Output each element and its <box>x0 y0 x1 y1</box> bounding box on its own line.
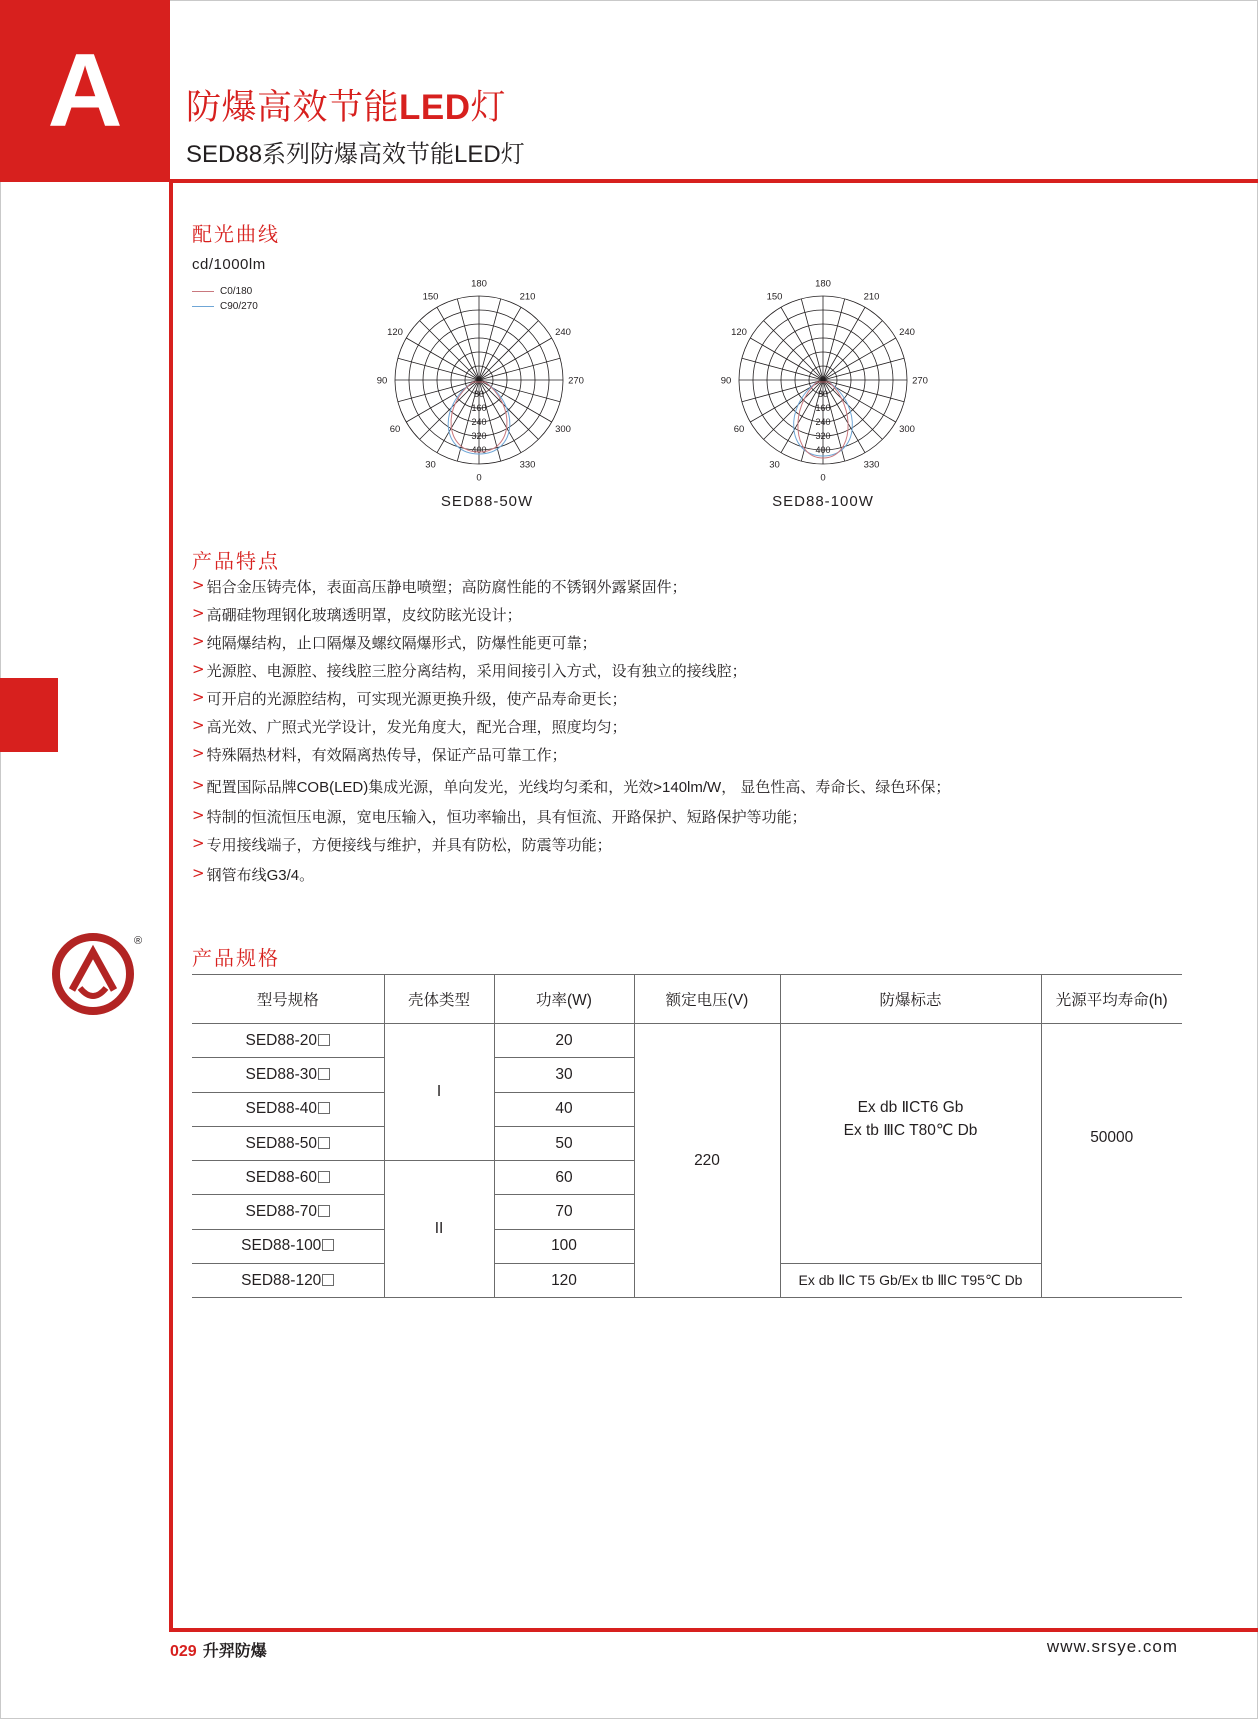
model-cell: SED88-20 <box>192 1024 384 1058</box>
page-title: 防爆高效节能LED灯 <box>186 88 507 127</box>
polar-radial-label: 80 <box>473 389 485 399</box>
polar-angle-label: 30 <box>769 459 780 471</box>
checkbox-mark <box>318 1034 330 1046</box>
polar-grid-spoke <box>437 307 479 380</box>
checkbox-mark <box>318 1137 330 1149</box>
legend-line-c90 <box>192 306 214 307</box>
polar-radial-label: 0 <box>476 375 482 385</box>
housing-cell: I <box>384 1024 494 1161</box>
model-cell: SED88-70 <box>192 1195 384 1229</box>
model-cell: SED88-60 <box>192 1161 384 1195</box>
feature-item: > 钢管布线G3/4。 <box>192 864 315 884</box>
col-header-housing: 壳体类型 <box>384 975 494 1024</box>
specs-heading: 产品规格 <box>192 948 280 970</box>
power-cell: 20 <box>494 1024 634 1058</box>
polar-angle-label: 0 <box>476 472 482 484</box>
legend-c0: C0/180 <box>192 284 258 299</box>
power-cell: 40 <box>494 1092 634 1126</box>
polar-grid-spoke <box>750 338 823 380</box>
power-cell: 60 <box>494 1161 634 1195</box>
polar-grid-spoke <box>420 321 479 380</box>
polar-angle-label: 270 <box>568 375 584 387</box>
checkbox-mark <box>322 1239 334 1251</box>
power-cell: 70 <box>494 1195 634 1229</box>
page-subtitle: SED88系列防爆高效节能LED灯 <box>186 141 525 168</box>
section-letter: A <box>0 0 170 182</box>
polar-radial-label: 400 <box>471 445 487 455</box>
table-row <box>192 1024 1182 1058</box>
polar-caption-50w: SED88-50W <box>440 493 534 510</box>
feature-item: > 光源腔、电源腔、接线腔三腔分离结构，采用间接引入方式，设有独立的接线腔； <box>192 660 747 680</box>
polar-angle-label: 60 <box>389 424 401 435</box>
light-curve-unit: cd/1000lm <box>192 256 266 273</box>
polar-radial-label: 320 <box>815 431 831 441</box>
feature-item: > 特制的恒流恒压电源，宽电压输入，恒功率输出，具有恒流、开路保护、短路保护等功能； <box>192 806 807 826</box>
polar-grid-spoke <box>781 307 823 380</box>
checkbox-mark <box>318 1205 330 1217</box>
polar-angle-label: 0 <box>820 472 826 484</box>
power-cell: 30 <box>494 1058 634 1092</box>
polar-angle-label: 120 <box>387 327 403 338</box>
feature-item: > 可开启的光源腔结构，可实现光源更换升级，使产品寿命更长； <box>192 688 627 708</box>
polar-angle-label: 210 <box>863 291 880 303</box>
col-header-ex-mark: 防爆标志 <box>780 975 1041 1024</box>
col-header-voltage: 额定电压(V) <box>634 975 780 1024</box>
voltage-cell: 220 <box>634 1024 780 1298</box>
polar-grid-spoke <box>764 380 823 439</box>
polar-angle-label: 180 <box>815 278 831 290</box>
polar-angle-label: 240 <box>555 327 571 338</box>
col-header-lifetime: 光源平均寿命(h) <box>1041 975 1182 1024</box>
polar-angle-label: 300 <box>555 424 571 435</box>
polar-angle-label: 90 <box>720 375 732 387</box>
legend-line-c0 <box>192 291 214 292</box>
polar-grid-spoke <box>479 338 552 380</box>
ex-mark-cell: Ex db ⅡCT6 Gb Ex tb ⅢC T80℃ Db <box>780 1024 1041 1264</box>
light-curve-legend <box>192 284 258 314</box>
footer-website: www.srsye.com <box>1046 1637 1178 1656</box>
feature-item: > 配置国际品牌COB(LED)集成光源，单向发光，光线均匀柔和，光效>140lm/W， 显色性高、寿命长、绿色环保； <box>192 776 951 796</box>
polar-angle-label: 330 <box>519 459 536 471</box>
lifetime-cell: 50000 <box>1041 1024 1182 1298</box>
polar-radial-label: 160 <box>471 403 487 413</box>
checkbox-mark <box>318 1068 330 1080</box>
feature-item: > 纯隔爆结构，止口隔爆及螺纹隔爆形式，防爆性能更可靠； <box>192 632 597 652</box>
polar-angle-label: 150 <box>766 291 783 303</box>
polar-grid-spoke <box>823 338 896 380</box>
polar-radial-label: 0 <box>820 375 826 385</box>
polar-radial-label: 160 <box>815 403 831 413</box>
features-list <box>192 576 950 892</box>
col-header-power: 功率(W) <box>494 975 634 1024</box>
power-cell: 100 <box>494 1229 634 1263</box>
polar-grid-spoke <box>479 307 521 380</box>
polar-angle-label: 270 <box>912 375 928 387</box>
feature-item: > 专用接线端子，方便接线与维护，并具有防松，防震等功能； <box>192 834 612 854</box>
footer-rule <box>169 1628 1258 1632</box>
polar-grid-spoke <box>823 321 882 380</box>
model-cell: SED88-100 <box>192 1229 384 1263</box>
model-cell: SED88-50 <box>192 1126 384 1160</box>
feature-item: > 特殊隔热材料，有效隔离热传导，保证产品可靠工作； <box>192 744 567 764</box>
polar-grid-spoke <box>479 321 538 380</box>
polar-chart-100w <box>703 275 943 495</box>
polar-angle-label: 240 <box>899 327 915 338</box>
polar-angle-label: 30 <box>425 459 436 471</box>
polar-angle-label: 60 <box>733 424 745 435</box>
polar-angle-label: 180 <box>471 278 487 290</box>
footer-brand: 029 升羿防爆 <box>170 1643 267 1660</box>
specs-table <box>192 974 1182 1298</box>
polar-angle-label: 210 <box>519 291 536 303</box>
polar-angle-label: 300 <box>899 424 915 435</box>
polar-grid-spoke <box>406 338 479 380</box>
polar-grid-spoke <box>823 380 882 439</box>
light-curve-heading: 配光曲线 <box>192 224 280 246</box>
svg-text:®: ® <box>134 935 143 947</box>
polar-caption-100w: SED88-100W <box>772 493 874 510</box>
housing-cell: II <box>384 1161 494 1298</box>
model-cell: SED88-120 <box>192 1264 384 1298</box>
legend-c90: C90/270 <box>192 299 258 314</box>
model-cell: SED88-40 <box>192 1092 384 1126</box>
feature-item: > 铝合金压铸壳体，表面高压静电喷塑；高防腐性能的不锈钢外露紧固件； <box>192 576 687 596</box>
polar-angle-label: 120 <box>731 327 747 338</box>
power-cell: 120 <box>494 1264 634 1298</box>
feature-item: > 高光效、广照式光学设计，发光角度大，配光合理，照度均匀； <box>192 716 627 736</box>
checkbox-mark <box>318 1102 330 1114</box>
header-rule <box>169 179 1258 183</box>
polar-grid-spoke <box>764 321 823 380</box>
polar-grid-spoke <box>823 307 865 380</box>
polar-angle-label: 90 <box>376 375 388 387</box>
power-cell: 50 <box>494 1126 634 1160</box>
model-cell: SED88-30 <box>192 1058 384 1092</box>
polar-radial-label: 80 <box>817 389 829 399</box>
polar-radial-label: 320 <box>471 431 487 441</box>
polar-angle-label: 150 <box>422 291 439 303</box>
brand-logo-icon <box>50 930 150 1030</box>
side-tab <box>0 678 58 752</box>
ex-mark-cell-120: Ex db ⅡC T5 Gb/Ex tb ⅢC T95℃ Db <box>780 1264 1041 1298</box>
polar-angle-label: 330 <box>863 459 880 471</box>
polar-chart-50w <box>359 275 599 495</box>
col-header-model: 型号规格 <box>256 992 319 1009</box>
specs-header-row <box>192 975 1182 1024</box>
checkbox-mark <box>322 1274 334 1286</box>
polar-radial-label: 240 <box>471 417 487 427</box>
margin-rule <box>169 180 173 1632</box>
checkbox-mark <box>318 1171 330 1183</box>
polar-radial-label: 400 <box>815 445 831 455</box>
polar-radial-label: 240 <box>815 417 831 427</box>
feature-item: > 高硼硅物理钢化玻璃透明罩，皮纹防眩光设计； <box>192 604 522 624</box>
features-heading: 产品特点 <box>192 551 280 573</box>
